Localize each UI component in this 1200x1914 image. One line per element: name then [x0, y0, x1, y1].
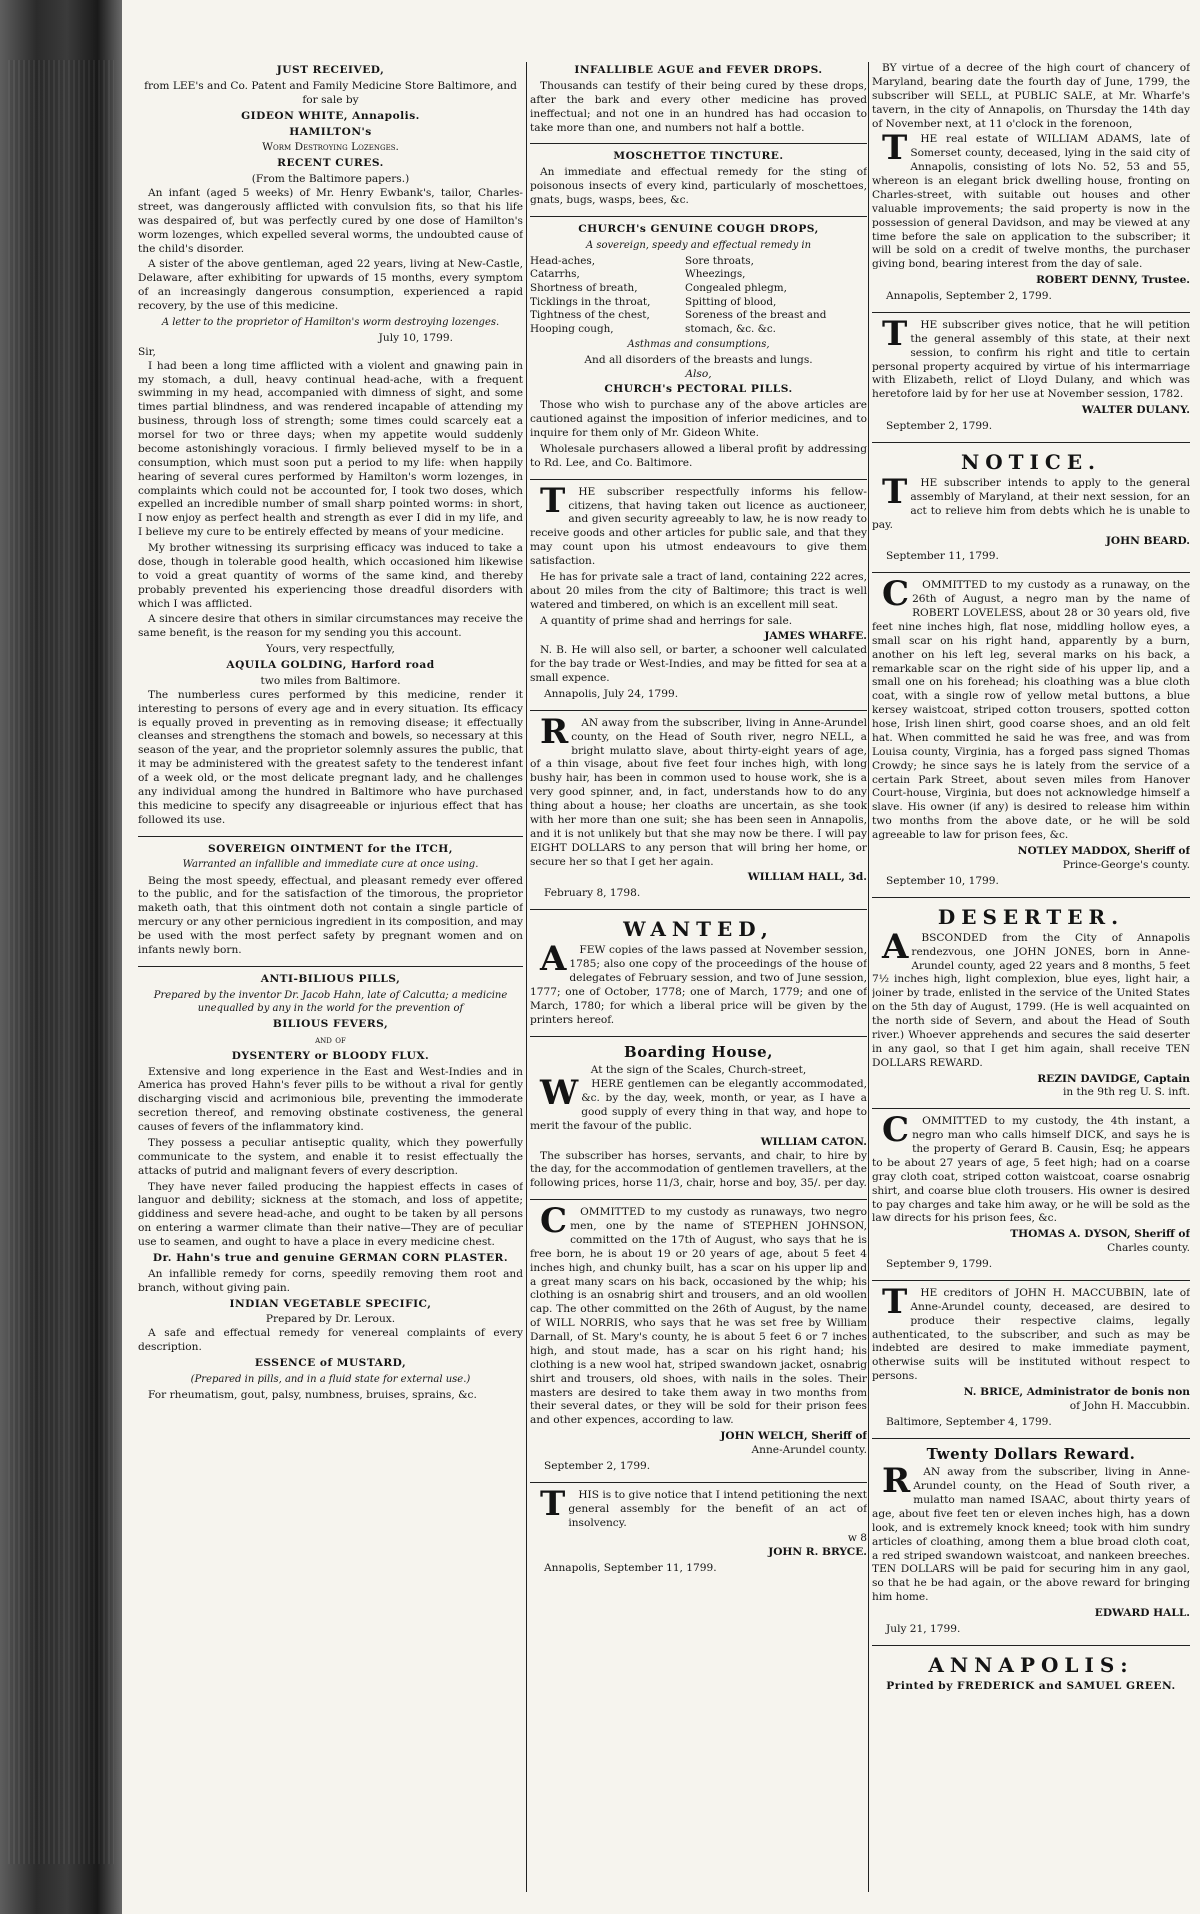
bound-volume-spine [0, 0, 122, 1914]
ad-maccubbin-creditors: THE creditors of JOHN H. MACCUBBIN, late of Anne-Arundel county, deceased, are desired to produce their respective claims, legally authenticated, to the subscriber, and such as may be indebted are desired to make immediate payment, otherwise suits will be instituted without respect to persons. N. BRICE, Administrator de bonis non of John H. Maccubbin. Baltimore, September 4, 1799. [872, 1281, 1190, 1428]
ailments-table: Head-aches, Sore throats, Catarrhs, Wheezings, Shortness of breath, Congealed phlegm, Ticklings in the throat, Spitting of blood, Tightness of the chest, Soreness of the breast and Hooping cough, stomach, &c. &c. [530, 254, 827, 335]
ad-dulany-petition: THE subscriber gives notice, that he will petition the general assembly of this state, at their next session, to confirm his right and title to certain personal property acquired by virtue of his intermarriage with Elizabeth, relict of Lloyd Dulany, and which was heretofore laid by for her use at November session, 1782. WALTER DULANY. September 2, 1799. [872, 313, 1190, 432]
divider [872, 1645, 1190, 1646]
divider [530, 1482, 867, 1483]
divider [530, 1199, 867, 1200]
ad-ague-drops: INFALLIBLE AGUE and FEVER DROPS. Thousands can testify of their being cured by these drops, after the bark and every other medicine has proved ineffectual; and not one in an hundred has had occasion to take more than one, and numbers not half a bottle. [530, 64, 867, 134]
column-rule [868, 62, 869, 1892]
divider [872, 312, 1190, 313]
divider [872, 1108, 1190, 1109]
ad-chancery-sale: BY virtue of a decree of the high court of chancery of Maryland, bearing date the fourth day of June, 1799, the subscriber will SELL, at PUBLIC SALE, at Mr. Wharfe's tavern, in the city of Annapolis, on Thursday the 14th day of November next, at 11 o'clock in the forenoon, THE real estate of WILLIAM ADAMS, late of Somerset county, deceased, lying in the said city of Annapolis, consisting of lots No. 52, 53 and 55, whereon is an elegant brick dwelling house, fronting on Charles-street, with suitable out houses and other valuable improvements; the said property is now in the possession of general Davidson, and may be viewed at any time before the sale on application to the subscriber; it will be sold on a credit of twelve months, the purchaser giving bond, bearing interest from the day of sale. ROBERT DENNY, Trustee. Annapolis, September 2, 1799. [872, 62, 1190, 302]
divider [530, 479, 867, 480]
divider [872, 897, 1190, 898]
ad-notice-beard: NOTICE. THE subscriber intends to apply to the general assembly of Maryland, at their next session, for an act to relieve him from debts which he is unable to pay. JOHN BEARD. September 11, 1799. [872, 449, 1190, 563]
column-rule [526, 62, 527, 1892]
divider [872, 572, 1190, 573]
divider [872, 442, 1190, 443]
ad-anti-bilious-pills: ANTI-BILIOUS PILLS, Prepared by the inventor Dr. Jacob Hahn, late of Calcutta; a medicine unequalled by any in the world for the prevention of BILIOUS FEVERS, and of DYSENTERY or BLOODY FLUX. Extensive and long experience in the East and West-Indies and in America has proved Hahn's fever pills to be without a rival for gently discharging viscid and acrimonious bile, preventing the immoderate secretion thereof, and removing obstinate costiveness, the general causes of fevers of the inflammatory kind. They possess a peculiar antiseptic quality, which they powerfully communicate to the system, and enable it to resist effectually the attacks of putrid and malignant fevers of every description. They have never failed producing the happiest effects in cases of languor and debility; sickness at the stomach, and loss of appetite; giddiness and severe head-ache, and ought to be taken by all persons on entering a warmer climate than their native—They are of peculiar use to seamen, and ought to have a place in every medicine chest. Dr. Hahn's true and genuine GERMAN CORN PLASTER. An infallible remedy for corns, speedily removing them root and branch, without giving pain. INDIAN VEGETABLE SPECIFIC, Prepared by Dr. Leroux. A safe and effectual remedy for venereal complaints of every description. ESSENCE of MUSTARD, (Prepared in pills, and in a fluid state for external use.) For rheumatism, gout, palsy, numbness, bruises, sprains, &c. [138, 972, 523, 1401]
seller-name: GIDEON WHITE, Annapolis. [241, 109, 420, 122]
divider [530, 216, 867, 217]
ad-wharfe-auctioneer: THE subscriber respectfully informs his fellow-citizens, that having taken out licence as auctioneer, and given security agreeably to law, he is now ready to receive goods and other articles for public sale, and that they may count upon his utmost endeavours to give them satisfaction. He has for private sale a tract of land, containing 222 acres, about 20 miles from the city of Baltimore; this tract is well watered and timbered, on which is an excellent mill seat. A quantity of prime shad and herrings for sale. JAMES WHARFE. N. B. He will also sell, or barter, a schooner well calculated for the bay trade or West-Indies, and may be fitted for sea at a small expence. Annapolis, July 24, 1799. [530, 480, 867, 700]
divider [530, 143, 867, 144]
ad-committed-loveless: COMMITTED to my custody as a runaway, on the 26th of August, a negro man by the name of ROBERT LOVELESS, about 28 or 30 years old, five feet nine inches high, flat nose, middling hollow eyes, a small scar on his right hand, apparently by a burn, another on his left leg, several marks on his back, a remarkable scar on the right side of his upper lip, and a small one on his forehead; his cloathing was a blue cloth coat, with a single row of yellow metal buttons, a blue kersey waistcoat, striped cotton trousers, spotted cotton hose, Irish linen shirt, good coarse shoes, and an old felt hat. When committed he said he was free, and was from Louisa county, Virginia, has a forged pass signed Thomas Crowdy; he since says he is lately from the service of a certain Park Street, about seven miles from Hanover Court-house, Virginia, but does not acknowledge himself a slave. His owner (if any) is desired to release him within two months from the above date, or he will be sold agreeable to law for prison fees, &c. NOTLEY MADDOX, Sheriff of Prince-George's county. September 10, 1799. [872, 574, 1190, 887]
divider [872, 1438, 1190, 1439]
ad-title: JUST RECEIVED, [276, 64, 385, 76]
ad-deserter: DESERTER. ABSCONDED from the City of Annapolis rendezvous, one JOHN JONES, born in Anne-Arundel county, aged 22 years and 8 months, 5 feet 7½ inches high, light complexion, blue eyes, light hair, a joiner by trade, enlisted in the service of the United States on the 5th day of August, 1799. (He is well acquainted on the north side of Severn, and about the Head of South river.) Whoever apprehends and secures the said deserter in any gaol, so that I get him again, shall receive TEN DOLLARS REWARD. REZIN DAVIDGE, Captain in the 9th reg U. S. inft. [872, 904, 1190, 1099]
ad-boarding-house: Boarding House, At the sign of the Scales, Church-street, WHERE gentlemen can be elegantly accommodated, &c. by the day, week, month, or year, as I have a good supply of every thing in that way, and hope to merit the favour of the public. WILLIAM CATON. The subscriber has horses, servants, and chair, to hire by the day, for the accommodation of gentlemen travellers, at the following prices, horse 11/3, chair, horse and boy, 35/. per day. [530, 1042, 867, 1190]
ad-committed-runaways: COMMITTED to my custody as runaways, two negro men, one by the name of STEPHEN JOHNSON, committed on the 17th of August, who says that he is free born, he is about 19 or 20 years of age, about 5 feet 4 inches high, and chunky built, has a scar on his upper lip and a great many scars on his back, occasioned by the whip; his clothing is an osnabrig shirt and trousers, and an old woollen cap. The other committed on the 26th of August, by the name of WILL NORRIS, who says that he was set free by William Darnall, of St. Mary's county, he is about 5 feet 6 or 7 inches high, and stout made, has a scar on his right hand; his clothing is a new wool hat, striped swandown jacket, osnabrig shirt and trousers, old shoes, with nails in the soles. Their masters are desired to take them away in two months from their several dates, or they will be sold for their prison fees and other expences, according to law. JOHN WELCH, Sheriff of Anne-Arundel county. September 2, 1799. [530, 1201, 867, 1472]
ad-wanted-laws: WANTED, AFEW copies of the laws passed at November session, 1785; also one copy of the proceedings of the house of delegates of February session, and two of June session, 1777; one of October, 1778; one of March, 1779; and one of March, 1780; for which a liberal price will be given by the printers hereof. [530, 917, 867, 1026]
column-2 [530, 62, 867, 1892]
ad-runaway-nell: RAN away from the subscriber, living in Anne-Arundel county, on the Head of South river, negro NELL, a bright mulatto slave, about thirty-eight years of age, of a thin visage, about five feet four inches high, with long bushy hair, has been in common used to house work, she is a very good spinner, and, in fact, understands how to do any thing about a house; her cloaths are uncertain, as she took with her more than one suit; she has been seen in Annapolis, and it is not unlikely but that she may now be there. I will pay EIGHT DOLLARS to any person that will bring her home, or secure her so that I get her again. WILLIAM HALL, 3d. February 8, 1798. [530, 711, 867, 900]
ad-twenty-dollars-reward: Twenty Dollars Reward. RAN away from the subscriber, living in Anne-Arundel county, on the Head of South river, a mulatto man named ISAAC, about thirty years of age, about five feet ten or eleven inches high, has a down look, and is extremely knock kneed; took with him sundry articles of cloathing, among them a blue broad cloth coat, a red striped swandown waistcoat, and nankeen breeches. TEN DOLLARS will be paid for securing him in any gaol, so that he be had again, or the above reward for bringing him home. EDWARD HALL. July 21, 1799. [872, 1444, 1190, 1635]
ad-bryce-insolvency: THIS is to give notice that I intend petitioning the next general assembly for the benefit of an act of insolvency. w 8 JOHN R. BRYCE. Annapolis, September 11, 1799. [540, 1483, 867, 1575]
column-3 [872, 62, 1190, 1892]
ad-cough-drops: CHURCH's GENUINE COUGH DROPS, A sovereign, speedy and effectual remedy in Head-aches, Sore throats, Catarrhs, Wheezings, Shortness of breath, Congealed phlegm, Ticklings in the throat, Spitting of blood, Tightness of the chest, Soreness of the breast and Hooping cough, stomach, &c. &c. Asthmas and consumptions, And all disorders of the breasts and lungs. Also, CHURCH's PECTORAL PILLS. Those who wish to purchase any of the above articles are cautioned against the imposition of inferior medicines, and to inquire for them only of Mr. Gideon White. Wholesale purchasers allowed a liberal profit by addressing to Rd. Lee, and Co. Baltimore. [530, 222, 867, 469]
divider [872, 1280, 1190, 1281]
column-1 [138, 62, 523, 1892]
divider [530, 710, 867, 711]
divider [530, 1036, 867, 1037]
divider [530, 909, 867, 910]
ad-hamilton-lozenges: JUST RECEIVED, from LEE's and Co. Patent and Family Medicine Store Baltimore, and for sale by GIDEON WHITE, Annapolis. HAMILTON's Worm Destroying Lozenges. RECENT CURES. (From the Baltimore papers.) An infant (aged 5 weeks) of Mr. Henry Ewbank's, tailor, Charles-street, was dangerously afflicted with convulsion fits, so that his life was despaired of, but was perfectly cured by one dose of Hamilton's worm lozenges, which expelled several worms, the undoubted cause of the child's disorder. A sister of the above gentleman, aged 22 years, living at New-Castle, Delaware, after exhibiting for upwards of 15 months, every symptom of an increasingly dangerous consumption, experienced a rapid recovery, by the use of this medicine. A letter to the proprietor of Hamilton's worm destroying lozenges. July 10, 1799. Sir, I had been a long time afflicted with a violent and gnawing pain in my stomach, a dull, heavy continual head-ache, with a frequent swimming in my head, accompanied with dimness of sight, and some times partial blindness, and was rendered incapable of attending my business, through loss of strength; some times could scarcely eat a morsel for two or three days; when my appetite would suddenly become astonishingly voracious. I firmly believed myself to be in a consumption, which must soon put a period to my life: when happily hearing of several cures performed by Hamilton's worm lozenges, in complaints which could not be accounted for, I took two doses, which expelled an incredible number of small sharp pointed worms: in short, I now enjoy as perfect health and strength as ever I did in my life, and I believe my cure to be entirely effected by means of your medicine. My brother witnessing its surprising efficacy was induced to take a dose, though in tolerable good health, which occasioned him likewise to void a great quantity of worms of the same kind, and thereby probably prevented his experiencing those dreadful disorders with which I was afflicted. A sincere desire that others in similar circumstances may receive the same benefit, is the reason for my sending you this account. Yours, very respectfully, AQUILA GOLDING, Harford road two miles from Baltimore. The numberless cures performed by this medicine, render it interesting to persons of every age and in every situation. Its efficacy is equally proved in preventing as in removing disease; it effectually cleanses and strengthens the stomach and bowels, so necessary at this season of the year, and the proprietor solemnly assures the public, that it may be administered with the greatest safety to the tenderest infant of a week old, or the most delicate pregnant lady, and he challenges any individual among the hundred in Baltimore who have purchased this medicine to specify any disagreeable or injurious effect that has followed its use. [138, 64, 523, 826]
divider [138, 836, 523, 837]
letter-signer: AQUILA GOLDING, Harford road [226, 659, 435, 672]
printer-imprint: ANNAPOLIS: Printed by FREDERICK and SAMUEL GREEN. [886, 1652, 1176, 1692]
divider [138, 966, 523, 967]
ad-moschettoe-tincture: MOSCHETTOE TINCTURE. An immediate and effectual remedy for the sting of poisonous insects of every kind, particularly of moschettoes, gnats, bugs, wasps, bees, &c. [530, 150, 867, 206]
ad-sovereign-ointment: SOVEREIGN OINTMENT for the ITCH, Warranted an infallible and immediate cure at once using. Being the most speedy, effectual, and pleasant remedy ever offered to the public, and for the satisfaction of the timorous, the proprietor maketh oath, that this ointment doth not contain a single particle of mercury or any other pernicious ingredient in its composition, and may be used with the most perfect safety by pregnant women and on infants newly born. [138, 842, 523, 956]
ad-committed-dick: COMMITTED to my custody, the 4th instant, a negro man who calls himself DICK, and says he is the property of Gerard B. Causin, Esq; he appears to be about 27 years of age, 5 feet high; had on a coarse gray cloth coat, striped cotton waistcoat, coarse osnabrig shirt, and coarse blue cloth trousers. His owner is desired to pay charges and take him away, or he will be sold as the law directs for his prison fees, &c. THOMAS A. DYSON, Sheriff of Charles county. September 9, 1799. [872, 1110, 1190, 1270]
